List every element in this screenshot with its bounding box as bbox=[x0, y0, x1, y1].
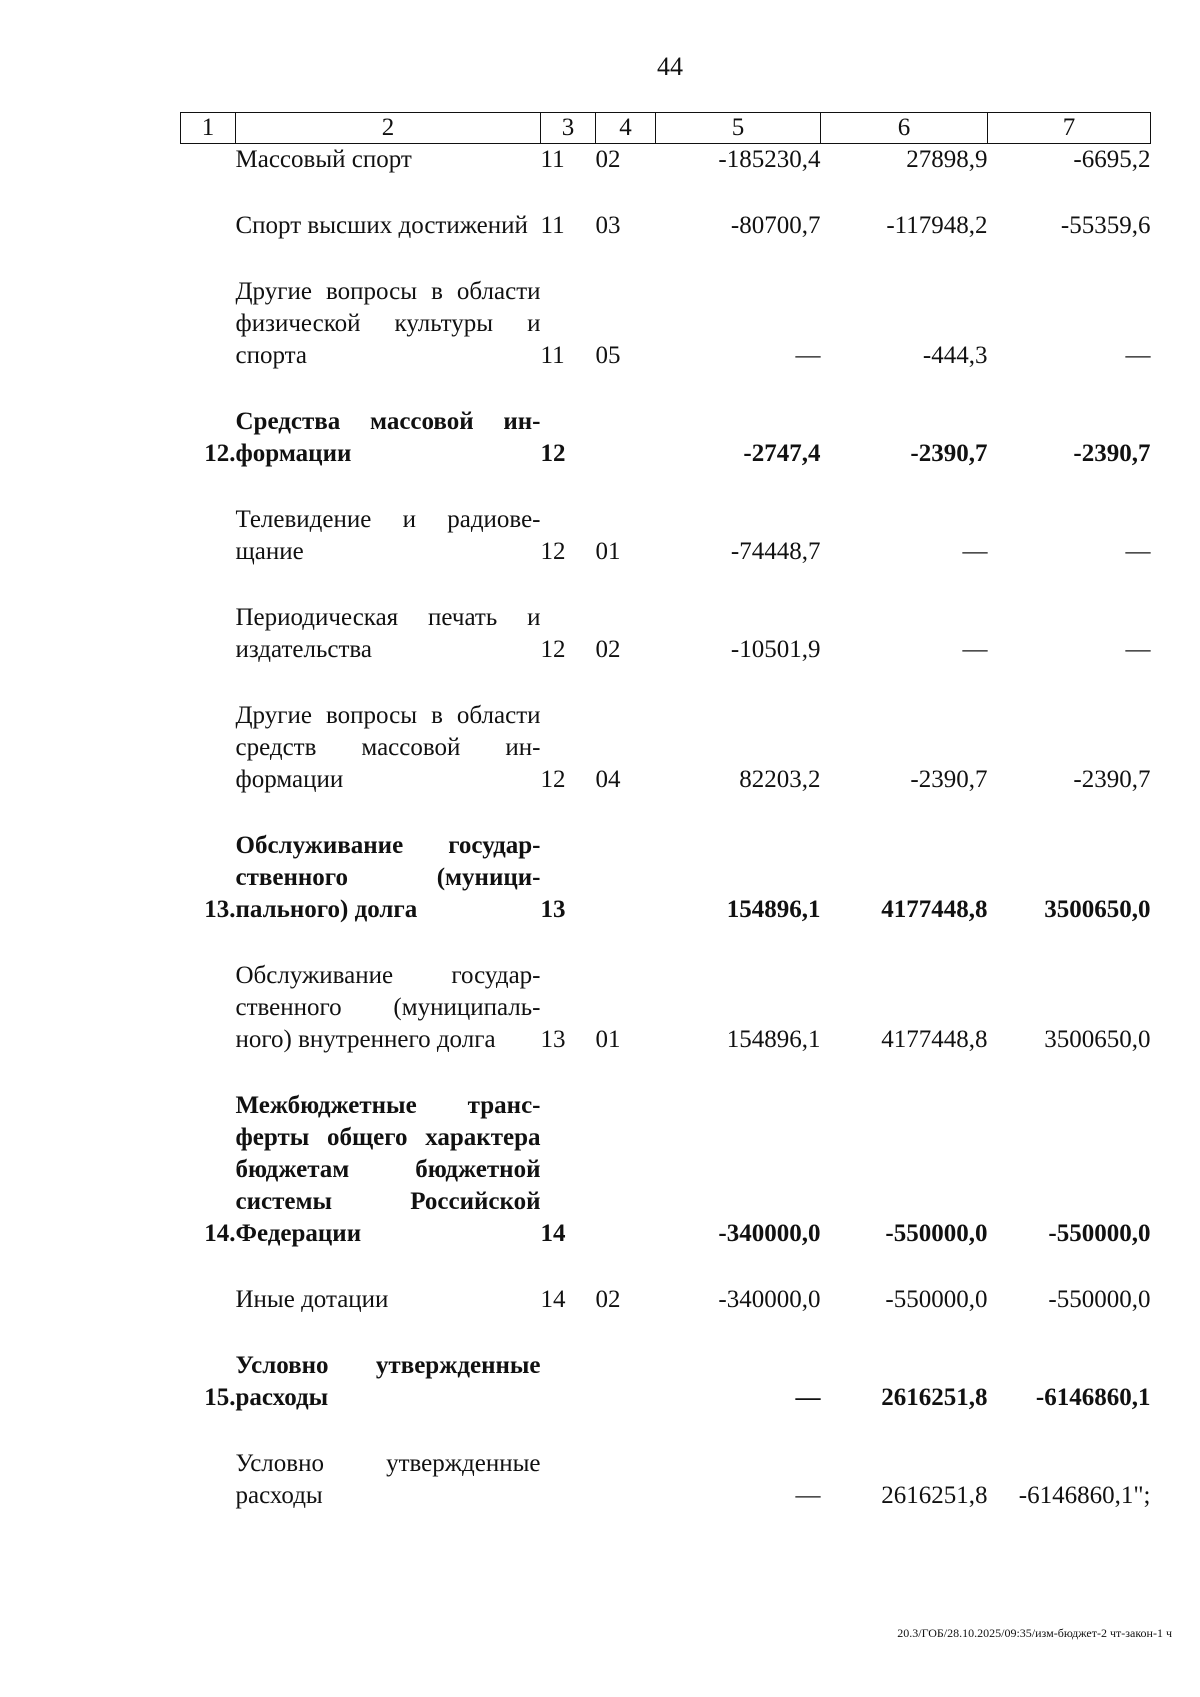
row-value-col5: -74448,7 bbox=[730, 538, 821, 565]
row-value-col5: 154896,1 bbox=[726, 1026, 821, 1053]
row-spacer bbox=[181, 796, 1151, 830]
row-value-col5: -185230,4 bbox=[718, 146, 821, 173]
row-spacer-cell bbox=[181, 568, 1151, 602]
row-section-code: 14 bbox=[540, 1286, 566, 1313]
row-subsection-code: 04 bbox=[595, 766, 621, 793]
row-value-col7: — bbox=[1125, 538, 1151, 565]
row-subsection-code: 02 bbox=[595, 636, 621, 663]
row-spacer-cell bbox=[181, 1250, 1151, 1284]
row-section-code: 13 bbox=[540, 896, 566, 923]
table-row bbox=[181, 700, 1151, 796]
row-value-col7: -2390,7 bbox=[1073, 766, 1151, 793]
row-subsection-code: 01 bbox=[595, 1026, 621, 1053]
row-spacer bbox=[181, 242, 1151, 276]
row-value-col5: — bbox=[795, 1482, 821, 1509]
row-value-col7: — bbox=[1125, 342, 1151, 369]
table-row bbox=[181, 276, 1151, 372]
row-index bbox=[181, 210, 236, 242]
row-index: 12. bbox=[204, 440, 236, 467]
row-name: Межбюджетные трансферты общего характера бюджетам бюджетной системы Российской Федерации bbox=[235, 1092, 541, 1247]
table-row bbox=[181, 1090, 1151, 1250]
row-index: 15. bbox=[204, 1384, 236, 1411]
row-value-col7: 3500650,0 bbox=[1044, 1026, 1151, 1053]
row-spacer-cell bbox=[181, 242, 1151, 276]
row-subsection-code bbox=[596, 1350, 656, 1414]
row-value-col5: -2747,4 bbox=[743, 440, 821, 467]
row-spacer-cell bbox=[181, 796, 1151, 830]
row-value-col6: 4177448,8 bbox=[881, 896, 988, 923]
row-value-col6: 2616251,8 bbox=[881, 1482, 988, 1509]
row-value-col7: -6695,2 bbox=[1073, 146, 1151, 173]
row-value-col6: — bbox=[962, 636, 988, 663]
row-value-col5: -340000,0 bbox=[718, 1286, 821, 1313]
row-section-code: 13 bbox=[540, 1026, 566, 1053]
table-row bbox=[181, 830, 1151, 926]
row-spacer-cell bbox=[181, 1414, 1151, 1448]
header-col-5: 5 bbox=[656, 113, 821, 144]
row-value-col6: -2390,7 bbox=[910, 440, 988, 467]
row-name: Телевидение и радиовещание bbox=[235, 506, 541, 565]
row-value-col6: 27898,9 bbox=[906, 146, 988, 173]
row-spacer-cell bbox=[181, 372, 1151, 406]
row-name: Спорт высших достижений bbox=[235, 212, 528, 239]
row-name: Периодическая печать и издательства bbox=[235, 604, 541, 663]
row-name: Условно утвержденные расходы bbox=[235, 1450, 541, 1509]
header-col-7: 7 bbox=[988, 113, 1151, 144]
row-value-col7: -6146860,1"; bbox=[1018, 1482, 1151, 1509]
row-value-col5: — bbox=[795, 342, 821, 369]
row-spacer bbox=[181, 1056, 1151, 1090]
row-value-col5: -340000,0 bbox=[718, 1220, 821, 1247]
table-row bbox=[181, 960, 1151, 1056]
page-number: 44 bbox=[657, 52, 683, 81]
header-col-2: 2 bbox=[236, 113, 541, 144]
table-row bbox=[181, 504, 1151, 568]
row-spacer bbox=[181, 1414, 1151, 1448]
footer-reference: 20.3/ГОБ/28.10.2025/09:35/изм-бюджет-2 чт-закон-1 ч bbox=[897, 1626, 1172, 1640]
row-section-code: 11 bbox=[540, 212, 565, 239]
row-spacer-cell bbox=[181, 1316, 1151, 1350]
row-section-code bbox=[541, 1350, 596, 1414]
table-row bbox=[181, 1448, 1151, 1512]
row-value-col7: -2390,7 bbox=[1073, 440, 1151, 467]
table-header bbox=[181, 113, 1151, 144]
row-subsection-code bbox=[596, 406, 656, 470]
row-value-col6: 2616251,8 bbox=[881, 1384, 988, 1411]
row-section-code: 12 bbox=[540, 766, 566, 793]
row-name: Обслуживание государственного (муниципального) долга bbox=[235, 832, 541, 923]
row-subsection-code: 02 bbox=[595, 146, 621, 173]
row-section-code: 12 bbox=[540, 538, 566, 565]
row-value-col7: — bbox=[1125, 636, 1151, 663]
row-value-col6: 4177448,8 bbox=[881, 1026, 988, 1053]
row-value-col7: -550000,0 bbox=[1048, 1220, 1151, 1247]
row-spacer bbox=[181, 568, 1151, 602]
row-index bbox=[181, 960, 236, 1056]
row-spacer-cell bbox=[181, 926, 1151, 960]
row-section-code: 12 bbox=[540, 440, 566, 467]
row-spacer-cell bbox=[181, 470, 1151, 504]
row-section-code: 11 bbox=[540, 146, 565, 173]
row-index bbox=[181, 1448, 236, 1512]
table-row bbox=[181, 1284, 1151, 1316]
row-spacer-cell bbox=[181, 666, 1151, 700]
row-subsection-code: 03 bbox=[595, 212, 621, 239]
row-spacer bbox=[181, 926, 1151, 960]
row-section-code bbox=[541, 1448, 596, 1512]
row-spacer bbox=[181, 1250, 1151, 1284]
row-value-col5: — bbox=[795, 1384, 821, 1411]
table-body bbox=[181, 144, 1151, 1513]
table-row bbox=[181, 602, 1151, 666]
row-value-col5: 154896,1 bbox=[726, 896, 821, 923]
row-index bbox=[181, 504, 236, 568]
header-col-1: 1 bbox=[181, 113, 236, 144]
row-index bbox=[181, 1284, 236, 1316]
table-row bbox=[181, 144, 1151, 177]
row-value-col5: -10501,9 bbox=[730, 636, 821, 663]
row-spacer bbox=[181, 1316, 1151, 1350]
row-value-col6: -550000,0 bbox=[885, 1286, 988, 1313]
row-section-code: 11 bbox=[540, 342, 565, 369]
row-value-col6: -444,3 bbox=[922, 342, 988, 369]
row-value-col6: -550000,0 bbox=[885, 1220, 988, 1247]
row-name: Средства массовой информации bbox=[235, 408, 541, 467]
row-spacer bbox=[181, 470, 1151, 504]
row-section-code: 12 bbox=[540, 636, 566, 663]
row-index bbox=[181, 276, 236, 372]
row-spacer-cell bbox=[181, 176, 1151, 210]
row-spacer bbox=[181, 176, 1151, 210]
budget-table bbox=[180, 112, 1151, 1512]
table-row bbox=[181, 1350, 1151, 1414]
row-spacer bbox=[181, 666, 1151, 700]
header-col-6: 6 bbox=[821, 113, 988, 144]
row-value-col7: -6146860,1 bbox=[1035, 1384, 1151, 1411]
row-index bbox=[181, 144, 236, 177]
row-name: Иные дотации bbox=[235, 1286, 389, 1313]
header-col-4: 4 bbox=[596, 113, 656, 144]
row-value-col7: 3500650,0 bbox=[1044, 896, 1151, 923]
row-subsection-code bbox=[596, 1090, 656, 1250]
row-name: Обслуживание государственного (муниципального) внутреннего долга bbox=[235, 962, 541, 1053]
row-value-col6: -117948,2 bbox=[886, 212, 988, 239]
row-index: 14. bbox=[204, 1220, 236, 1247]
row-index: 13. bbox=[204, 896, 236, 923]
row-subsection-code bbox=[596, 1448, 656, 1512]
row-value-col7: -55359,6 bbox=[1060, 212, 1151, 239]
row-subsection-code: 01 bbox=[595, 538, 621, 565]
table-row bbox=[181, 210, 1151, 242]
row-subsection-code bbox=[596, 830, 656, 926]
row-name: Другие вопросы в области средств массовой информации bbox=[235, 702, 541, 793]
row-spacer bbox=[181, 372, 1151, 406]
header-row bbox=[181, 113, 1151, 144]
row-subsection-code: 05 bbox=[595, 342, 621, 369]
row-value-col6: — bbox=[962, 538, 988, 565]
row-spacer-cell bbox=[181, 1056, 1151, 1090]
row-subsection-code: 02 bbox=[595, 1286, 621, 1313]
row-section-code: 14 bbox=[540, 1220, 566, 1247]
row-index bbox=[181, 700, 236, 796]
row-value-col5: 82203,2 bbox=[739, 766, 821, 793]
row-value-col7: -550000,0 bbox=[1048, 1286, 1151, 1313]
header-col-3: 3 bbox=[541, 113, 596, 144]
row-name: Условно утвержденные расходы bbox=[235, 1352, 541, 1411]
row-name: Другие вопросы в области физической культуры и спорта bbox=[235, 278, 541, 369]
row-name: Массовый спорт bbox=[235, 146, 412, 173]
row-index bbox=[181, 602, 236, 666]
row-value-col6: -2390,7 bbox=[910, 766, 988, 793]
table-row bbox=[181, 406, 1151, 470]
row-value-col5: -80700,7 bbox=[730, 212, 821, 239]
